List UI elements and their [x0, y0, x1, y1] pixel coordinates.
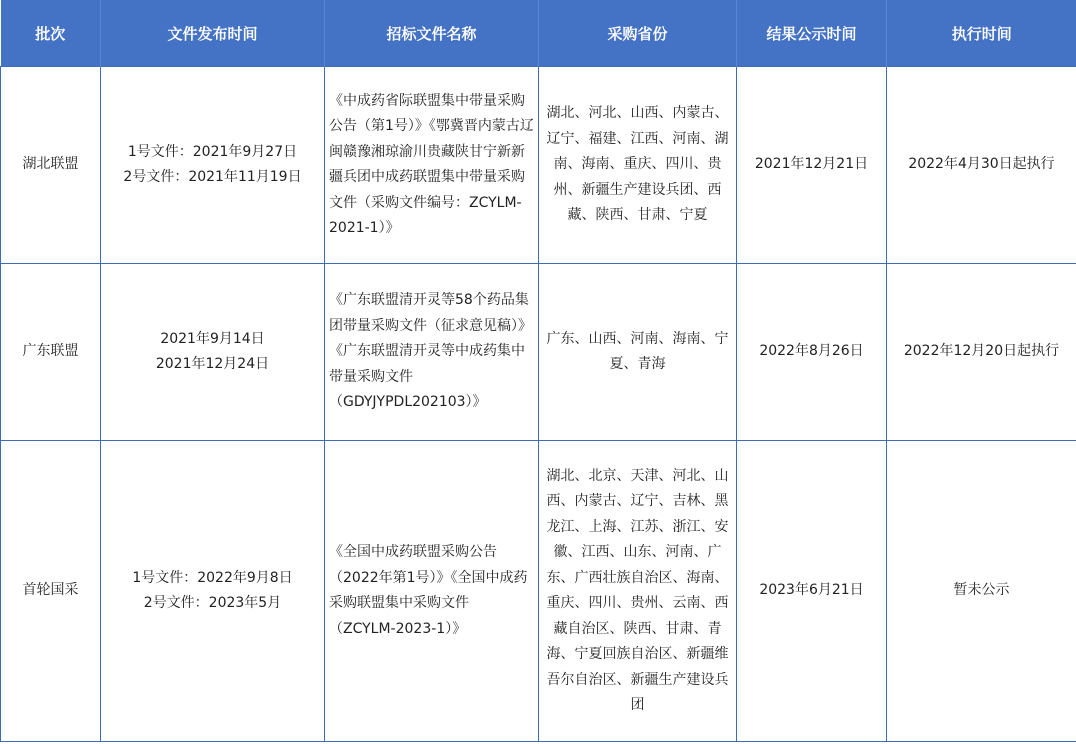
cell-exec-time: 2022年4月30日起执行	[887, 67, 1076, 264]
cell-publish-time	[101, 67, 325, 264]
cell-exec-time: 2022年12月20日起执行	[887, 264, 1076, 441]
publish-line: 2021年9月14日	[160, 330, 265, 347]
header-result-time: 结果公示时间	[737, 0, 887, 67]
table-row	[1, 264, 1076, 441]
cell-provinces: 湖北、北京、天津、河北、山西、内蒙古、辽宁、吉林、黑龙江、上海、江苏、浙江、安徽、江西、山东、河南、广东、广西壮族自治区、海南、重庆、四川、贵州、云南、西藏自治区、陕西、甘肃、青海、宁夏回族自治区、新疆维吾尔自治区、新疆生产建设兵团	[539, 441, 737, 742]
cell-result-time: 2023年6月21日	[737, 441, 887, 742]
publish-line: 2021年12月24日	[155, 356, 270, 372]
cell-result-time: 2021年12月21日	[737, 67, 887, 264]
header-tender-doc: 招标文件名称	[325, 0, 539, 67]
cell-tender-doc: 《广东联盟清开灵等58个药品集团带量采购文件（征求意见稿）》《广东联盟清开灵等中成药集中带量采购文件（GDYJYPDL202103）》	[325, 264, 539, 441]
publish-line: 2号文件：2021年11月19日	[123, 169, 302, 185]
cell-tender-doc: 《全国中成药联盟采购公告（2022年第1号）》《全国中成药采购联盟集中采购文件（ZCYLM-2023-1）》	[325, 441, 539, 742]
header-batch: 批次	[1, 0, 101, 67]
cell-publish-time	[101, 264, 325, 441]
publish-line: 1号文件：2021年9月27日	[127, 143, 298, 160]
table-row	[1, 441, 1076, 742]
header-provinces: 采购省份	[539, 0, 737, 67]
cell-provinces: 湖北、河北、山西、内蒙古、辽宁、福建、江西、河南、湖南、海南、重庆、四川、贵州、新疆生产建设兵团、西藏、陕西、甘肃、宁夏	[539, 67, 737, 264]
cell-provinces: 广东、山西、河南、海南、宁夏、青海	[539, 264, 737, 441]
header-exec-time: 执行时间	[887, 0, 1076, 67]
cell-batch: 首轮国采	[1, 441, 101, 742]
publish-line: 1号文件：2022年9月8日	[132, 569, 293, 586]
header-publish-time: 文件发布时间	[101, 0, 325, 67]
cell-result-time: 2022年8月26日	[737, 264, 887, 441]
cell-tender-doc: 《中成药省际联盟集中带量采购公告（第1号）》《鄂冀晋内蒙古辽闽赣豫湘琼渝川贵藏陕甘宁新新疆兵团中成药联盟集中带量采购文件（采购文件编号：ZCYLM-2021-1）》	[325, 67, 539, 264]
table-header-row	[1, 0, 1076, 67]
cell-exec-time: 暂未公示	[887, 441, 1076, 742]
cell-publish-time	[101, 441, 325, 742]
cell-batch: 广东联盟	[1, 264, 101, 441]
table-row	[1, 67, 1076, 264]
cell-batch: 湖北联盟	[1, 67, 101, 264]
publish-line: 2号文件：2023年5月	[143, 595, 282, 611]
